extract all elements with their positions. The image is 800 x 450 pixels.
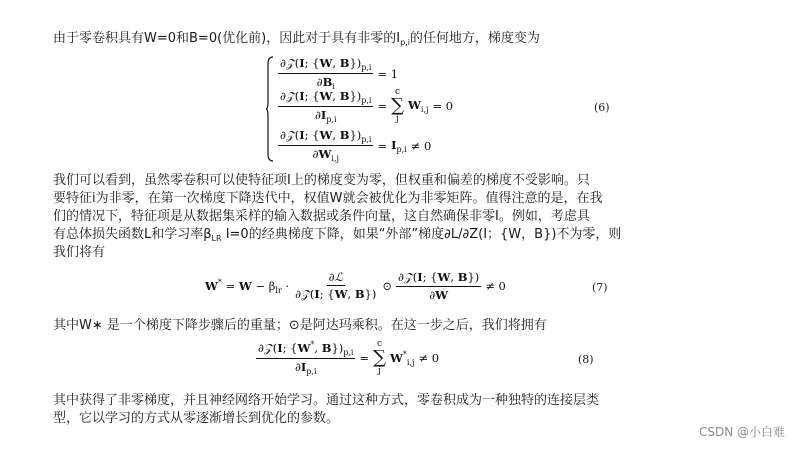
equation-7-fraction-2: $\frac{\text{∂𝒵(I; \{W, B\})}}{\partial W}$ — [398, 270, 480, 302]
paragraph-2-line-5: 我们将有 — [53, 245, 106, 260]
paragraph-4-line-1: 其中获得了非零梯度，并且神经网络开始学习。通过这种方式，零卷积成为一种独特的连接层类 — [53, 393, 600, 408]
equation-8-number: (8) — [578, 353, 594, 366]
paragraph-4-line-2: 型，它以学习的方式从零逐渐增长到优化的参数。 — [53, 411, 340, 426]
paragraph-3: 其中W∗ 是一个梯度下降步骤后的重量；⊙是阿达玛乘积。在这一步之后，我们将拥有 — [53, 318, 547, 333]
equation-6-fraction-2: $\frac{\partial 𝒵(I; \{W, B\})_{p,i}}{\partial I_{p,i}}$ — [280, 88, 372, 124]
paragraph-2-line-1: 我们可以看到，虽然零卷积可以使特征项I上的梯度变为零，但权重和偏差的梯度不受影响。只 — [53, 173, 590, 188]
equation-8: $\frac{\partial 𝒵(I; \{W^*, B\})_{p,i}}{\partial I_{p,i}}$ = c ∑ j $W^*_{i,j}$ ≠ 0 — [258, 339, 440, 376]
equation-8-fraction: $\frac{\partial 𝒵(I; \{W^*, B\})_{p,i}}{\partial I_{p,i}}$ — [258, 340, 354, 376]
equation-6-fraction-3: $\frac{\partial 𝒵(I; \{W, B\})_{p,i}}{\partial W_{i,j}}$ — [280, 128, 372, 163]
paragraph-2-line-2: 要特征i为非零，在第一次梯度下降迭代中，权值W就会被优化为非零矩阵。值得注意的是，在我 — [53, 191, 603, 206]
equation-6-number: (6) — [594, 101, 610, 114]
csdn-watermark: CSDN @小白难 — [698, 425, 785, 439]
equation-6-row-3: $\frac{\partial 𝒵(I; \{W, B\})_{p,i}}{\partial W_{i,j}}$ = $I_{p,i}$ ≠ 0 — [280, 128, 432, 163]
paragraph-2-line-4b: I=0的经典梯度下降，如果“外部”梯度∂L/∂Z(I；{W，B})不为零，则 — [221, 227, 622, 242]
intro-text: 由于零卷积具有W=0和B=0(优化前)，因此对于具有非零的I — [53, 31, 401, 46]
equation-6-brace — [266, 56, 274, 162]
paragraph-2-line-4a: 有总体损失函数L和学习率β — [53, 227, 212, 242]
equation-7-rhs: ≠ 0 — [485, 279, 506, 293]
equation-6-rhs-2: = 0 — [432, 99, 454, 113]
equation-6-rhs-1: = 1 — [377, 66, 399, 81]
paragraph-2-line-4 — [53, 226, 621, 248]
equation-6-row-1 — [278, 56, 398, 91]
intro-paragraph — [53, 30, 540, 52]
equation-6-sum: c ∑ j — [391, 87, 404, 124]
equation-8-rhs: ≠ 0 — [418, 351, 440, 365]
equation-7-fraction-1: $\frac{\text{∂ℒ}}{\text{∂𝒵(I; \{W, B\})}}$ — [295, 270, 377, 301]
intro-subscript: p,i — [400, 38, 410, 47]
equation-6-rhs-3: ≠ 0 — [410, 138, 432, 153]
beta-subscript: LR — [211, 234, 222, 243]
equation-8-sum: c ∑ j — [373, 339, 386, 376]
intro-text-end: 的任何地方，梯度变为 — [409, 31, 540, 46]
equation-7-number: (7) — [592, 281, 608, 294]
equation-6-fraction-1: $\frac{\partial 𝒵(I; \{W, B\})_{p,i}}{\partial B_i}$ — [280, 56, 372, 91]
equation-6-row-2: $\frac{\partial 𝒵(I; \{W, B\})_{p,i}}{\partial I_{p,i}}$ = c ∑ j $W_{i,j}$ = 0 — [280, 87, 454, 124]
paragraph-2-line-3: 们的情况下，特征项是从数据集采样的输入数据或条件向量，这自然确保非零I。例如，考虑具 — [53, 209, 590, 224]
equation-7: $W^* = W - \beta_{lr}$ · $\frac{\text{∂ℒ}}{\text{∂𝒵(I; \{W, B\})}}$ ⊙ $\frac{\text{∂𝒵(I; \{W, B\})}}{\partial W}$ ≠ 0 — [205, 270, 506, 302]
